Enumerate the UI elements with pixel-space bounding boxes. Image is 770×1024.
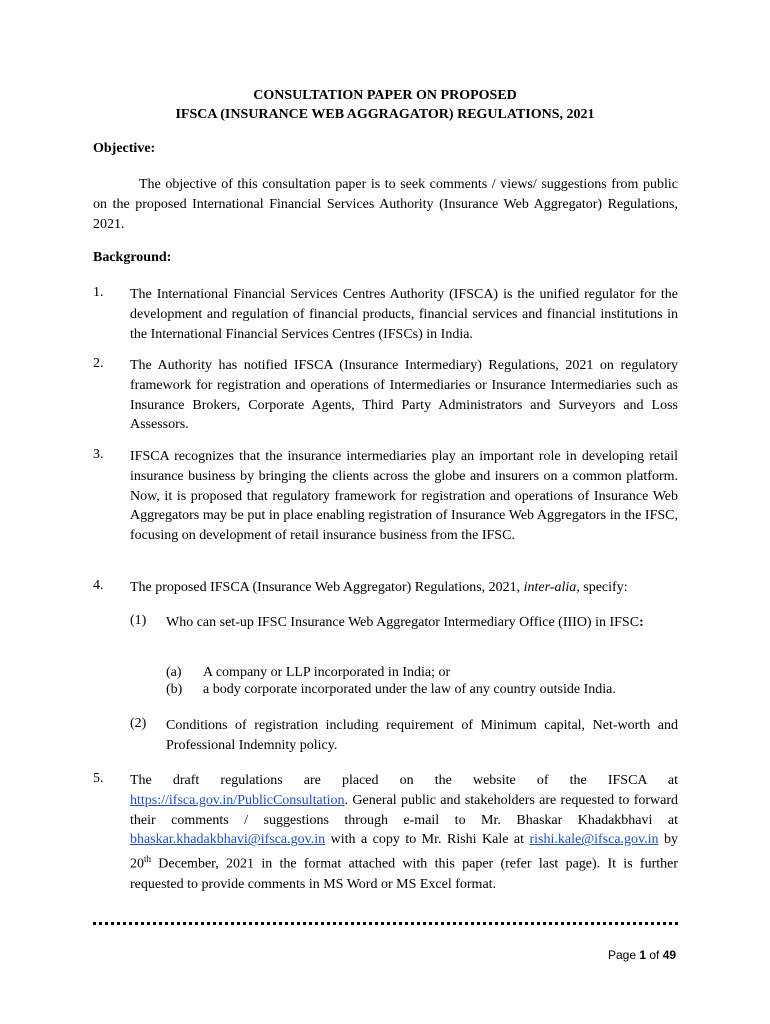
total-page-count: 49 xyxy=(662,948,677,962)
sub-item-2-number: (2) xyxy=(130,716,147,731)
of-label: of xyxy=(646,948,663,962)
sub-sub-item-a-text: A company or LLP incorporated in India; or xyxy=(203,665,451,680)
item-2-text: The Authority has notified IFSCA (Insurance Intermediary) Regulations, 2021 on regulatory framework for registration and operations of Intermediaries or Insurance Intermediaries such as Insurance Brokers, Corporate Agents, Third Party Administrators and Surveyors and Loss Assessors. xyxy=(130,358,678,433)
item-1-text: The International Financial Services Centres Authority (IFSCA) is the unified regulator for the development and regulation of financial products, financial services and financial institutions in the International Financial Services Centres (IFSCs) in India. xyxy=(130,287,678,342)
item-5-text xyxy=(130,771,678,894)
item-3-number: 3. xyxy=(93,447,104,462)
item-4-text xyxy=(130,578,690,598)
rishi-email-link[interactable]: rishi.kale@ifsca.gov.in xyxy=(529,832,659,848)
sub-item-1-number: (1) xyxy=(130,613,147,628)
document-title-line-1: CONSULTATION PAPER ON PROPOSED xyxy=(253,88,517,103)
objective-paragraph: The objective of this consultation paper is to seek comments / views/ suggestions from public on the proposed International Financial Services Authority (Insurance Web Aggregator) Regulations, 2021. xyxy=(93,177,678,232)
current-page-number: 1 xyxy=(639,948,647,962)
footer-divider xyxy=(93,922,678,925)
item-2-number: 2. xyxy=(93,356,104,371)
item-5-text-part-1: The draft regulations are placed on the website of the IFSCA at xyxy=(130,773,678,788)
item-5-text-part-3: with a copy to Mr. Rishi Kale at xyxy=(325,832,530,848)
item-4-text-tail: specify: xyxy=(579,580,628,595)
item-4-number: 4. xyxy=(93,578,104,593)
objective-heading: Objective: xyxy=(93,141,156,156)
item-4-text-main: The proposed IFSCA (Insurance Web Aggregator) Regulations, 2021, xyxy=(130,580,524,595)
item-5-text-part-5: December, 2021 in the format attached with this paper (refer last page). It is further requested to provide comments in MS Word or MS Excel format. xyxy=(130,856,678,892)
sub-item-1-text xyxy=(166,613,678,633)
item-5-number: 5. xyxy=(93,771,104,786)
page-label: Page xyxy=(608,948,640,962)
sub-sub-item-a-number: (a) xyxy=(166,665,182,680)
item-5-text-part-4: by 20 xyxy=(130,832,678,872)
background-heading: Background: xyxy=(93,250,172,265)
sub-item-1-colon: : xyxy=(639,615,644,630)
sub-sub-item-b-text: a body corporate incorporated under the law of any country outside India. xyxy=(203,682,616,697)
item-3-text: IFSCA recognizes that the insurance intermediaries play an important role in developing retail insurance business by bringing the clients across the globe and insurers on a common platform. Now, it is proposed that regulatory framework for registration and operations of Insurance Web Aggregators may be put in place enabling registration of Insurance Web Aggregators in the IFSC, focusing on development of retail insurance business from the IFSC. xyxy=(130,449,678,544)
item-4-text-italic: inter-alia, xyxy=(523,580,580,595)
sub-sub-item-b-number: (b) xyxy=(166,682,183,697)
page-number-footer xyxy=(608,948,676,962)
document-title-line-2: IFSCA (INSURANCE WEB AGGRAGATOR) REGULATIONS, 2021 xyxy=(175,107,595,122)
sub-item-1-text-main: Who can set-up IFSC Insurance Web Aggregator Intermediary Office (IIIO) in IFSC xyxy=(166,615,640,630)
bhaskar-email-link[interactable]: bhaskar.khadakbhavi@ifsca.gov.in xyxy=(130,832,326,848)
item-5-text-part-2: . General public and stakeholders are requested to forward their comments / suggestions through e-mail to Mr. Bhaskar Khadakbhavi at xyxy=(130,792,678,828)
date-superscript: th xyxy=(144,854,152,865)
public-consultation-link[interactable]: https://ifsca.gov.in/PublicConsultation xyxy=(130,792,345,808)
sub-item-2-text: Conditions of registration including requirement of Minimum capital, Net-worth and Professional Indemnity policy. xyxy=(166,718,678,753)
item-1-number: 1. xyxy=(93,285,104,300)
